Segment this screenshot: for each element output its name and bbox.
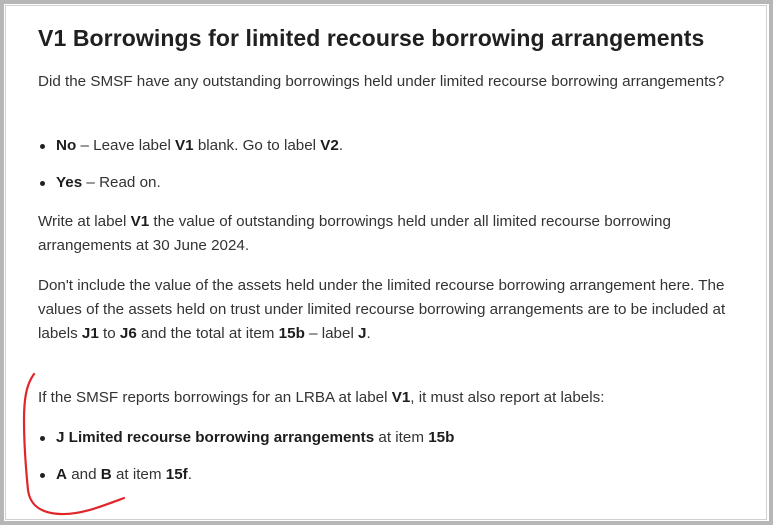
article-section <box>38 22 738 483</box>
label-a-b-item: A and B at item 15f. <box>38 463 454 487</box>
label-j-item: J Limited recourse borrowing arrangements at item 15b <box>38 426 454 450</box>
exclusion-instruction: Don't include the value of the assets held under the limited recourse borrowing arrangement here. The values of the assets held on trust under limited recourse borrowing arrangements are to be included at labels J1 to J6 and the total at item 15b – label J. <box>38 277 726 342</box>
required-labels-list <box>38 426 454 487</box>
answer-options-list <box>38 134 343 195</box>
option-no: No – Leave label V1 blank. Go to label V2. <box>38 134 343 158</box>
write-instruction: Write at label V1 the value of outstanding borrowings held under all limited recourse borrowing arrangements at 30 June 2024. <box>38 213 671 254</box>
reporting-instruction: If the SMSF reports borrowings for an LRBA at label V1, it must also report at labels: <box>38 389 605 406</box>
section-title: V1 Borrowings for limited recourse borrowing arrangements <box>38 25 705 51</box>
intro-question: Did the SMSF have any outstanding borrowings held under limited recourse borrowing arrangements? <box>38 73 725 90</box>
option-yes: Yes – Read on. <box>38 171 343 195</box>
